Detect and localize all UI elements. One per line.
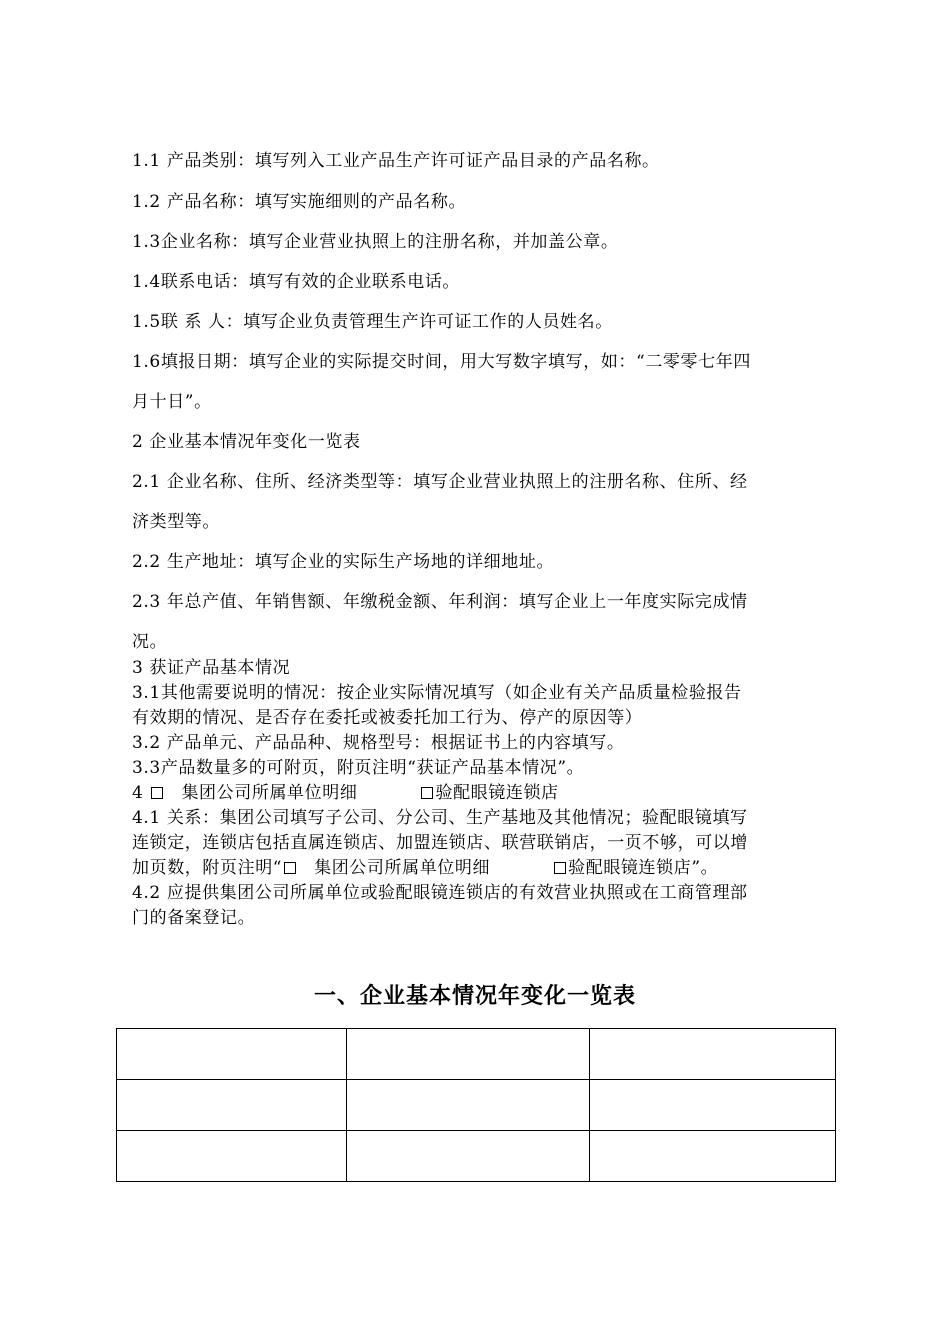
checkbox-optical-chain[interactable] — [421, 787, 433, 799]
paragraph-4-1-line3 — [132, 856, 822, 882]
paragraph-1-2: 1.2 产品名称：填写实施细则的产品名称。 — [132, 192, 467, 212]
paragraph-2-2: 2.2 生产地址：填写企业的实际生产场地的详细地址。 — [132, 552, 555, 572]
table-row — [117, 1131, 836, 1182]
paragraph-2-1-line1: 2.1 企业名称、住所、经济类型等：填写企业营业执照上的注册名称、住所、经 — [132, 472, 748, 492]
paragraph-1-3: 1.3企业名称：填写企业营业执照上的注册名称，并加盖公章。 — [132, 232, 619, 252]
line3-prefix: 加页数，附页注明“ — [132, 858, 283, 878]
enterprise-change-table — [116, 1028, 836, 1182]
table-row — [117, 1029, 836, 1080]
paragraph-1-6-line1: 1.6填报日期：填写企业的实际提交时间，用大写数字填写，如：“二零零七年四 — [132, 352, 751, 372]
section-heading-4 — [132, 781, 822, 807]
table-cell[interactable] — [347, 1080, 590, 1131]
line3-optical-chain: 验配眼镜连锁店”。 — [568, 858, 719, 878]
section-heading-3: 3 获证产品基本情况 — [132, 658, 291, 678]
section-heading-2: 2 企业基本情况年变化一览表 — [132, 432, 361, 452]
label-group-units: 集团公司所属单位明细 — [181, 783, 358, 803]
table-cell[interactable] — [590, 1131, 836, 1182]
paragraph-4-2-line1: 4.2 应提供集团公司所属单位或验配眼镜连锁店的有效营业执照或在工商管理部 — [132, 883, 748, 903]
table-cell[interactable] — [590, 1080, 836, 1131]
paragraph-1-4: 1.4联系电话：填写有效的企业联系电话。 — [132, 272, 461, 292]
checkbox-group-units[interactable] — [151, 787, 163, 799]
paragraph-2-3-line2: 况。 — [132, 632, 168, 652]
section-number: 4 — [132, 783, 144, 803]
table-row — [117, 1080, 836, 1131]
paragraph-4-1-line1: 4.1 关系：集团公司填写子公司、分公司、生产基地及其他情况；验配眼镜填写 — [132, 808, 748, 828]
table-cell[interactable] — [347, 1131, 590, 1182]
paragraph-1-5: 1.5联 系 人：填写企业负责管理生产许可证工作的人员姓名。 — [132, 312, 613, 332]
table-cell[interactable] — [117, 1080, 347, 1131]
paragraph-2-3-line1: 2.3 年总产值、年销售额、年缴税金额、年利润：填写企业上一年度实际完成情 — [132, 592, 748, 612]
line3-group-units: 集团公司所属单位明细 — [314, 858, 491, 878]
paragraph-1-6-line2: 月十日”。 — [132, 392, 212, 412]
paragraph-1-1: 1.1 产品类别：填写列入工业产品生产许可证产品目录的产品名称。 — [132, 151, 660, 171]
paragraph-4-2-line2: 门的备案登记。 — [132, 908, 256, 928]
paragraph-4-1-line2: 连锁定，连锁店包括直属连锁店、加盟连锁店、联营联销店，一页不够，可以增 — [132, 833, 748, 853]
paragraph-3-1-line1: 3.1其他需要说明的情况：按企业实际情况填写（如企业有关产品质量检验报告 — [132, 683, 742, 703]
label-optical-chain: 验配眼镜连锁店 — [435, 783, 559, 803]
paragraph-3-3: 3.3产品数量多的可附页，附页注明“获证产品基本情况”。 — [132, 758, 585, 778]
table-title: 一、企业基本情况年变化一览表 — [313, 984, 636, 1009]
paragraph-3-1-line2: 有效期的情况、是否存在委托或被委托加工行为、停产的原因等） — [132, 708, 643, 728]
table-cell[interactable] — [117, 1029, 347, 1080]
table-cell[interactable] — [347, 1029, 590, 1080]
inline-checkbox-optical-chain — [554, 862, 566, 874]
paragraph-2-1-line2: 济类型等。 — [132, 512, 220, 532]
table-cell[interactable] — [590, 1029, 836, 1080]
paragraph-3-2: 3.2 产品单元、产品品种、规格型号：根据证书上的内容填写。 — [132, 733, 625, 753]
table-cell[interactable] — [117, 1131, 347, 1182]
inline-checkbox-group-units — [284, 862, 296, 874]
